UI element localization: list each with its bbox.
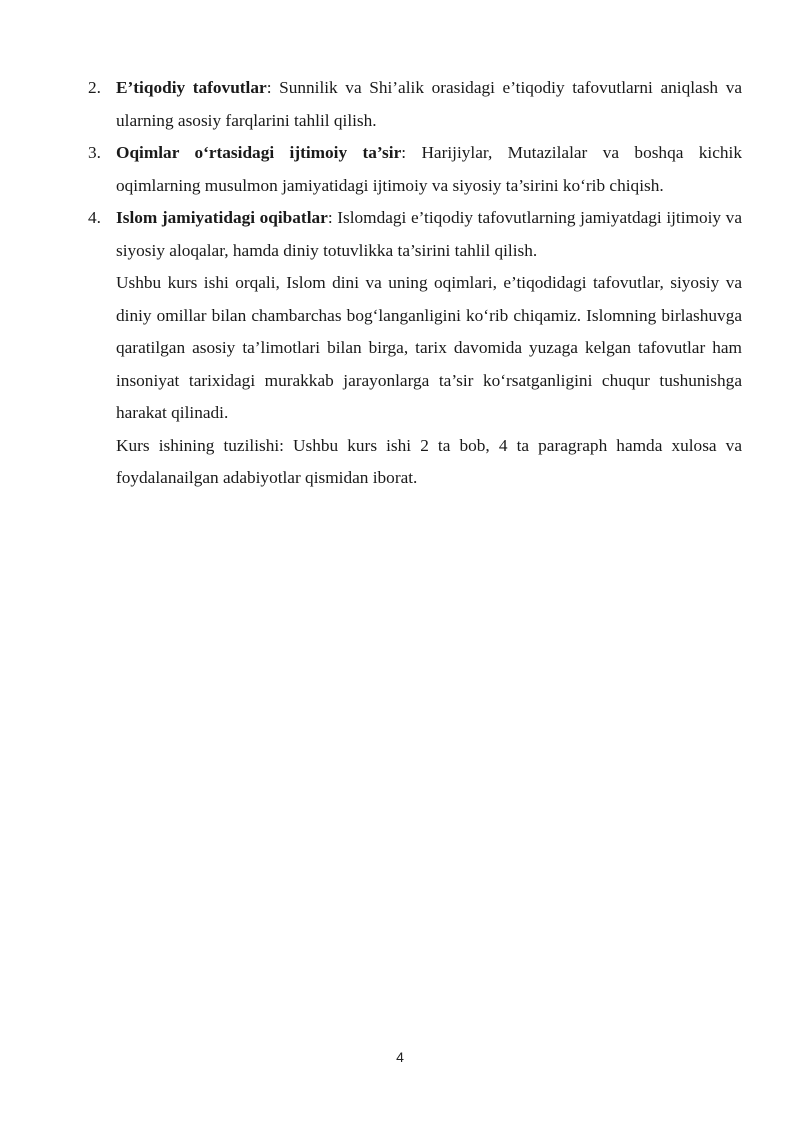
list-item [88, 202, 742, 267]
list-item-text [116, 202, 742, 267]
body-paragraph: Ushbu kurs ishi orqali, Islom dini va uning oqimlari, e’tiqodidagi tafovutlar, siyosiy va diniy omillar bilan chambarchas bog‘langanligini ko‘rib chiqamiz. Islomning birlashuvga qaratilgan asosiy ta’limotlari bilan birga, tarix davomida yuzaga kelgan tafovutlar ham insoniyat tarixidagi murakkab jarayonlarga ta’sir ko‘rsatganligini chuqur tushunishga harakat qilinadi. [116, 273, 742, 422]
body-paragraph: Kurs ishining tuzilishi: Ushbu kurs ishi 2 ta bob, 4 ta paragraph hamda xulosa va foydalanailgan adabiyotlar qismidan iborat. [116, 435, 742, 487]
list-item-body: : Harijiylar, Mutazilalar va boshqa kichik oqimlarning musulmon jamiyatidagi ijtimoiy va siyosiy ta’sirini ko‘rib chiqish. [116, 143, 742, 195]
list-item-title: Oqimlar o‘rtasidagi ijtimoiy ta’sir [116, 143, 402, 162]
list-item-body: : Islomdagi e’tiqodiy tafovutlarning jamiyatdagi ijtimoiy va siyosiy aloqalar, hamda diniy totuvlikka ta’sirini tahlil qilish. [116, 208, 742, 260]
list-item-number: 2. [88, 78, 101, 97]
list-item [88, 137, 742, 202]
list-item-title: Islom jamiyatidagi oqibatlar [116, 208, 328, 227]
list-item-number: 3. [88, 143, 101, 162]
page-number: 4 [396, 1049, 404, 1065]
list-item-text [116, 137, 742, 202]
list-item-text [116, 72, 742, 137]
list-item-body: : Sunnilik va Shi’alik orasidagi e’tiqodiy tafovutlarni aniqlash va ularning asosiy farqlarini tahlil qilish. [116, 78, 743, 130]
page-content [88, 72, 742, 495]
list-item-title: E’tiqodiy tafovutlar [116, 78, 267, 97]
list-item [88, 72, 742, 137]
list-item-number: 4. [88, 208, 101, 227]
